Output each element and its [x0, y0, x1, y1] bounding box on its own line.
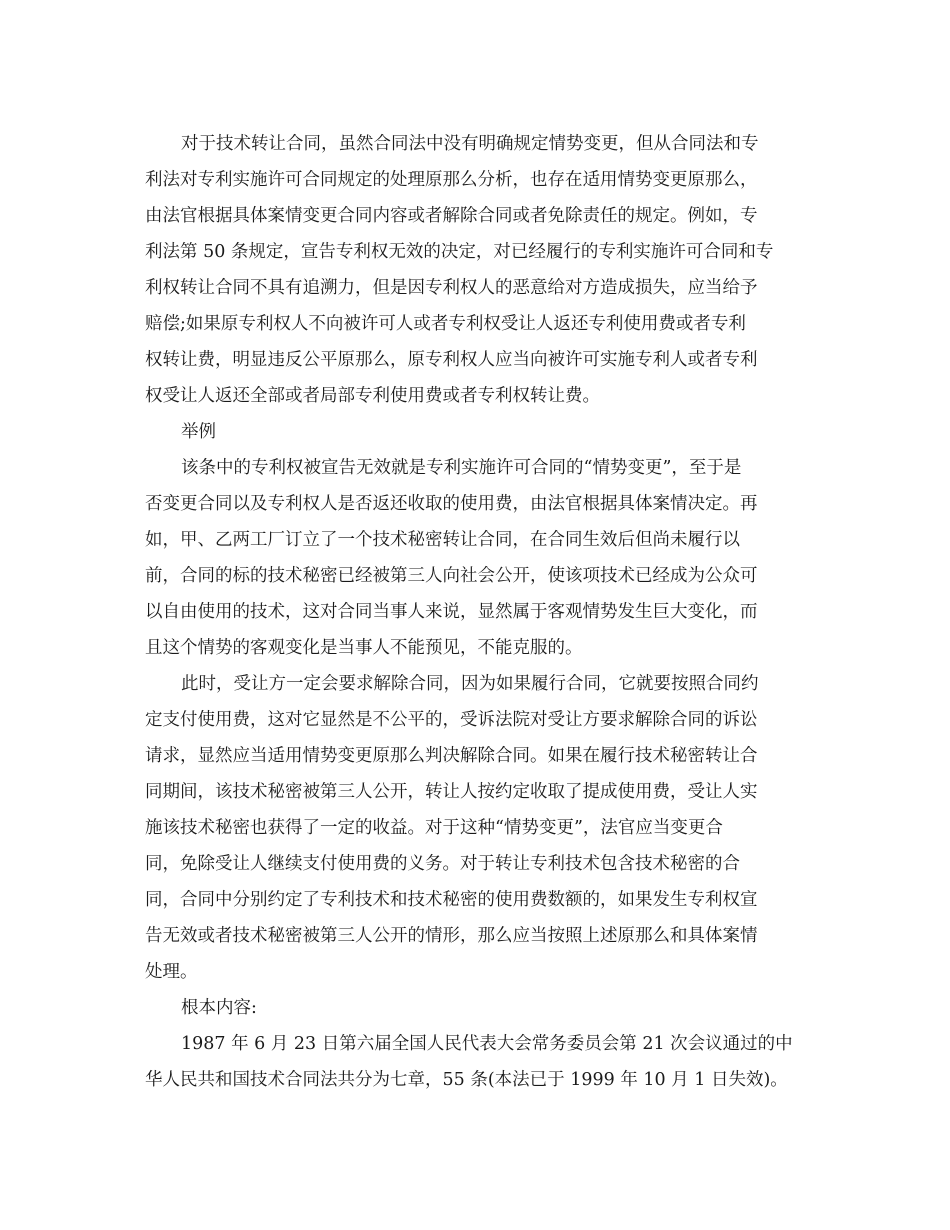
- text-line: 以自由使用的技术，这对合同当事人来说，显然属于客观情势发生巨大变化，而: [145, 602, 758, 622]
- paragraph-at-this-time: [145, 666, 805, 990]
- paragraph-basic-content: [145, 1026, 805, 1098]
- paragraph-technology-transfer-contract: [145, 126, 805, 414]
- text-line: 利权转让合同不具有追溯力，但是因专利权人的恶意给对方造成损失，应当给予: [145, 278, 758, 298]
- text-line: 赔偿;如果原专利权人不向被许可人或者专利权受让人返还专利使用费或者专利: [145, 314, 746, 334]
- text-line: 利法对专利实施许可合同规定的处理原那么分析，也存在适用情势变更原那么，: [145, 170, 758, 190]
- text-line: 定支付使用费，这对它显然是不公平的，受诉法院对受让方要求解除合同的诉讼: [145, 710, 758, 730]
- text-line: 前，合同的标的技术秘密已经被第三人向社会公开，使该项技术已经成为公众可: [145, 566, 758, 586]
- text-line: 利法第 50 条规定，宣告专利权无效的决定，对已经履行的专利实施许可合同和专: [145, 242, 774, 262]
- text-line: 处理。: [145, 962, 198, 982]
- text-line: 权受让人返还全部或者局部专利使用费或者专利权转让费。: [145, 386, 600, 406]
- paragraph-basic-content-heading: [145, 990, 805, 1026]
- text-line: 同期间，该技术秘密被第三人公开，转让人按约定收取了提成使用费，受让人实: [145, 782, 758, 802]
- text-line: 此时，受让方一定会要求解除合同，因为如果履行合同，它就要按照合同约: [181, 674, 759, 694]
- text-line: 否变更合同以及专利权人是否返还收取的使用费，由法官根据具体案情决定。再: [145, 494, 758, 514]
- text-line: 权转让费，明显违反公平原那么，原专利权人应当向被许可实施专利人或者专利: [145, 350, 758, 370]
- document-body: [145, 126, 805, 1098]
- text-line: 请求，显然应当适用情势变更原那么判决解除合同。如果在履行技术秘密转让合: [145, 746, 758, 766]
- text-line: 1987 年 6 月 23 日第六届全国人民代表大会常务委员会第 21 次会议通过的中: [181, 1034, 793, 1054]
- section-heading: 根本内容:: [181, 998, 257, 1018]
- text-line: 华人民共和国技术合同法共分为七章，55 条(本法已于 1999 年 10 月 1 日失效)。: [145, 1070, 788, 1090]
- text-line: 该条中的专利权被宣告无效就是专利实施许可合同的“情势变更”，至于是: [181, 458, 742, 478]
- paragraph-example-heading: [145, 414, 805, 450]
- text-line: 对于技术转让合同，虽然合同法中没有明确规定情势变更，但从合同法和专: [181, 134, 759, 154]
- text-line: 且这个情势的客观变化是当事人不能预见，不能克服的。: [145, 638, 583, 658]
- text-line: 同，免除受让人继续支付使用费的义务。对于转让专利技术包含技术秘密的合: [145, 854, 740, 874]
- text-line: 由法官根据具体案情变更合同内容或者解除合同或者免除责任的规定。例如，专: [145, 206, 758, 226]
- text-line: 告无效或者技术秘密被第三人公开的情形，那么应当按照上述原那么和具体案情: [145, 926, 758, 946]
- section-heading: 举例: [181, 422, 216, 442]
- text-line: 施该技术秘密也获得了一定的收益。对于这种“情势变更”，法官应当变更合: [145, 818, 723, 838]
- text-line: 同，合同中分别约定了专利技术和技术秘密的使用费数额的，如果发生专利权宣: [145, 890, 758, 910]
- text-line: 如，甲、乙两工厂订立了一个技术秘密转让合同，在合同生效后但尚未履行以: [145, 530, 740, 550]
- paragraph-example: [145, 450, 805, 666]
